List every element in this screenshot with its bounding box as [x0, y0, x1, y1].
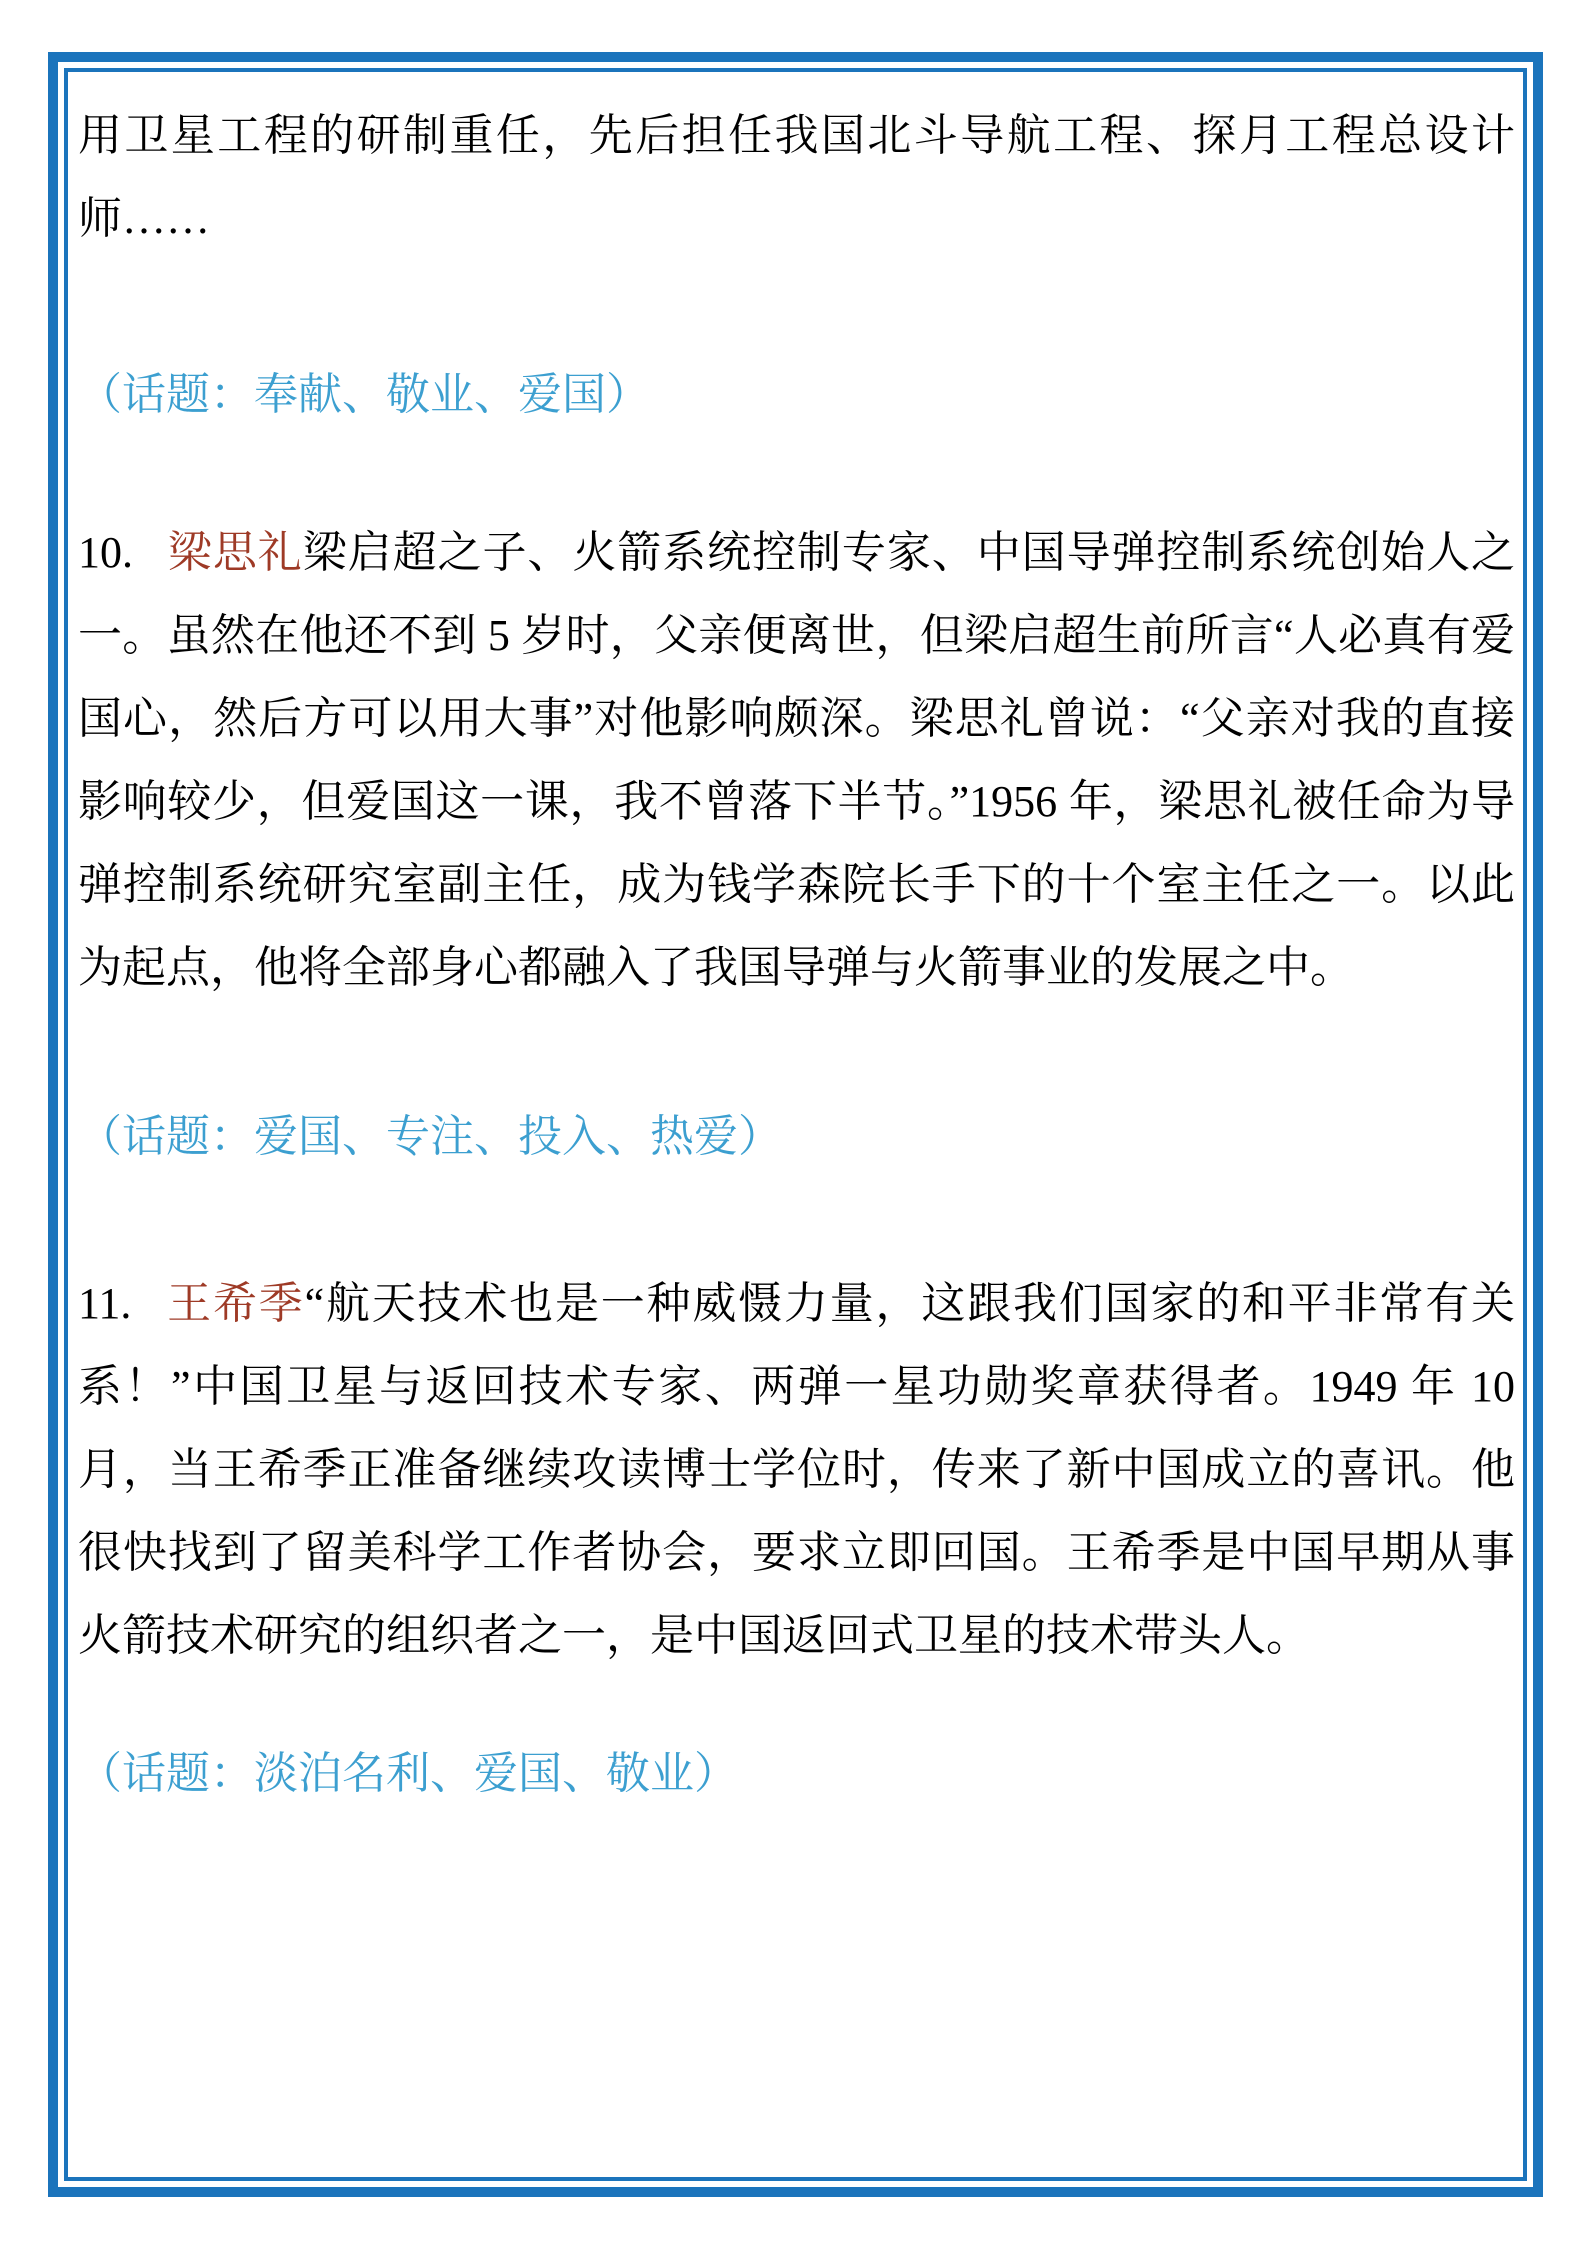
document-content — [78, 0, 1515, 1815]
topic-line-2: （话题：爱国、专注、投入、热爱） — [78, 1112, 782, 1161]
item-body-10: 梁启超之子、火箭系统控制专家、中国导弹控制系统创始人之一。虽然在他还不到 5 岁时，父亲便离世，但梁启超生前所言“人必真有爱国心，然后方可以用大事”对他影响颇深。梁思礼曾说：“父亲对我的直接影响较少，但爱国这一课，我不曾落下半节。”1956 年，梁思礼被任命为导弹控制系统研究室副主任，成为钱学森院长手下的十个室主任之一。以此为起点，他将全部身心都融入了我国导弹与火箭事业的发展之中。 — [78, 528, 1515, 992]
person-name-liangsili: 梁思礼 — [167, 528, 303, 577]
intro-paragraph: 用卫星工程的研制重任，先后担任我国北斗导航工程、探月工程总设计师…… — [78, 111, 1515, 243]
item-body-11: “航天技术也是一种威慑力量，这跟我们国家的和平非常有关系！”中国卫星与返回技术专家、两弹一星功勋奖章获得者。1949 年 10 月，当王希季正准备继续攻读博士学位时，传来了新中国成立的喜讯。他很快找到了留美科学工作者协会，要求立即回国。王希季是中国早期从事火箭技术研究的组织者之一，是中国返回式卫星的技术带头人。 — [78, 1279, 1516, 1660]
item-paragraph-11 — [78, 1262, 1515, 1677]
item-paragraph-10 — [78, 511, 1515, 1009]
topic-line-1: （话题：奉献、敬业、爱国） — [78, 370, 650, 419]
item-number-11: 11. — [78, 1279, 132, 1328]
item-number-10: 10. — [78, 528, 133, 577]
topic-line-3: （话题：淡泊名利、爱国、敬业） — [78, 1749, 738, 1798]
person-name-wangxiji: 王希季 — [165, 1279, 305, 1328]
